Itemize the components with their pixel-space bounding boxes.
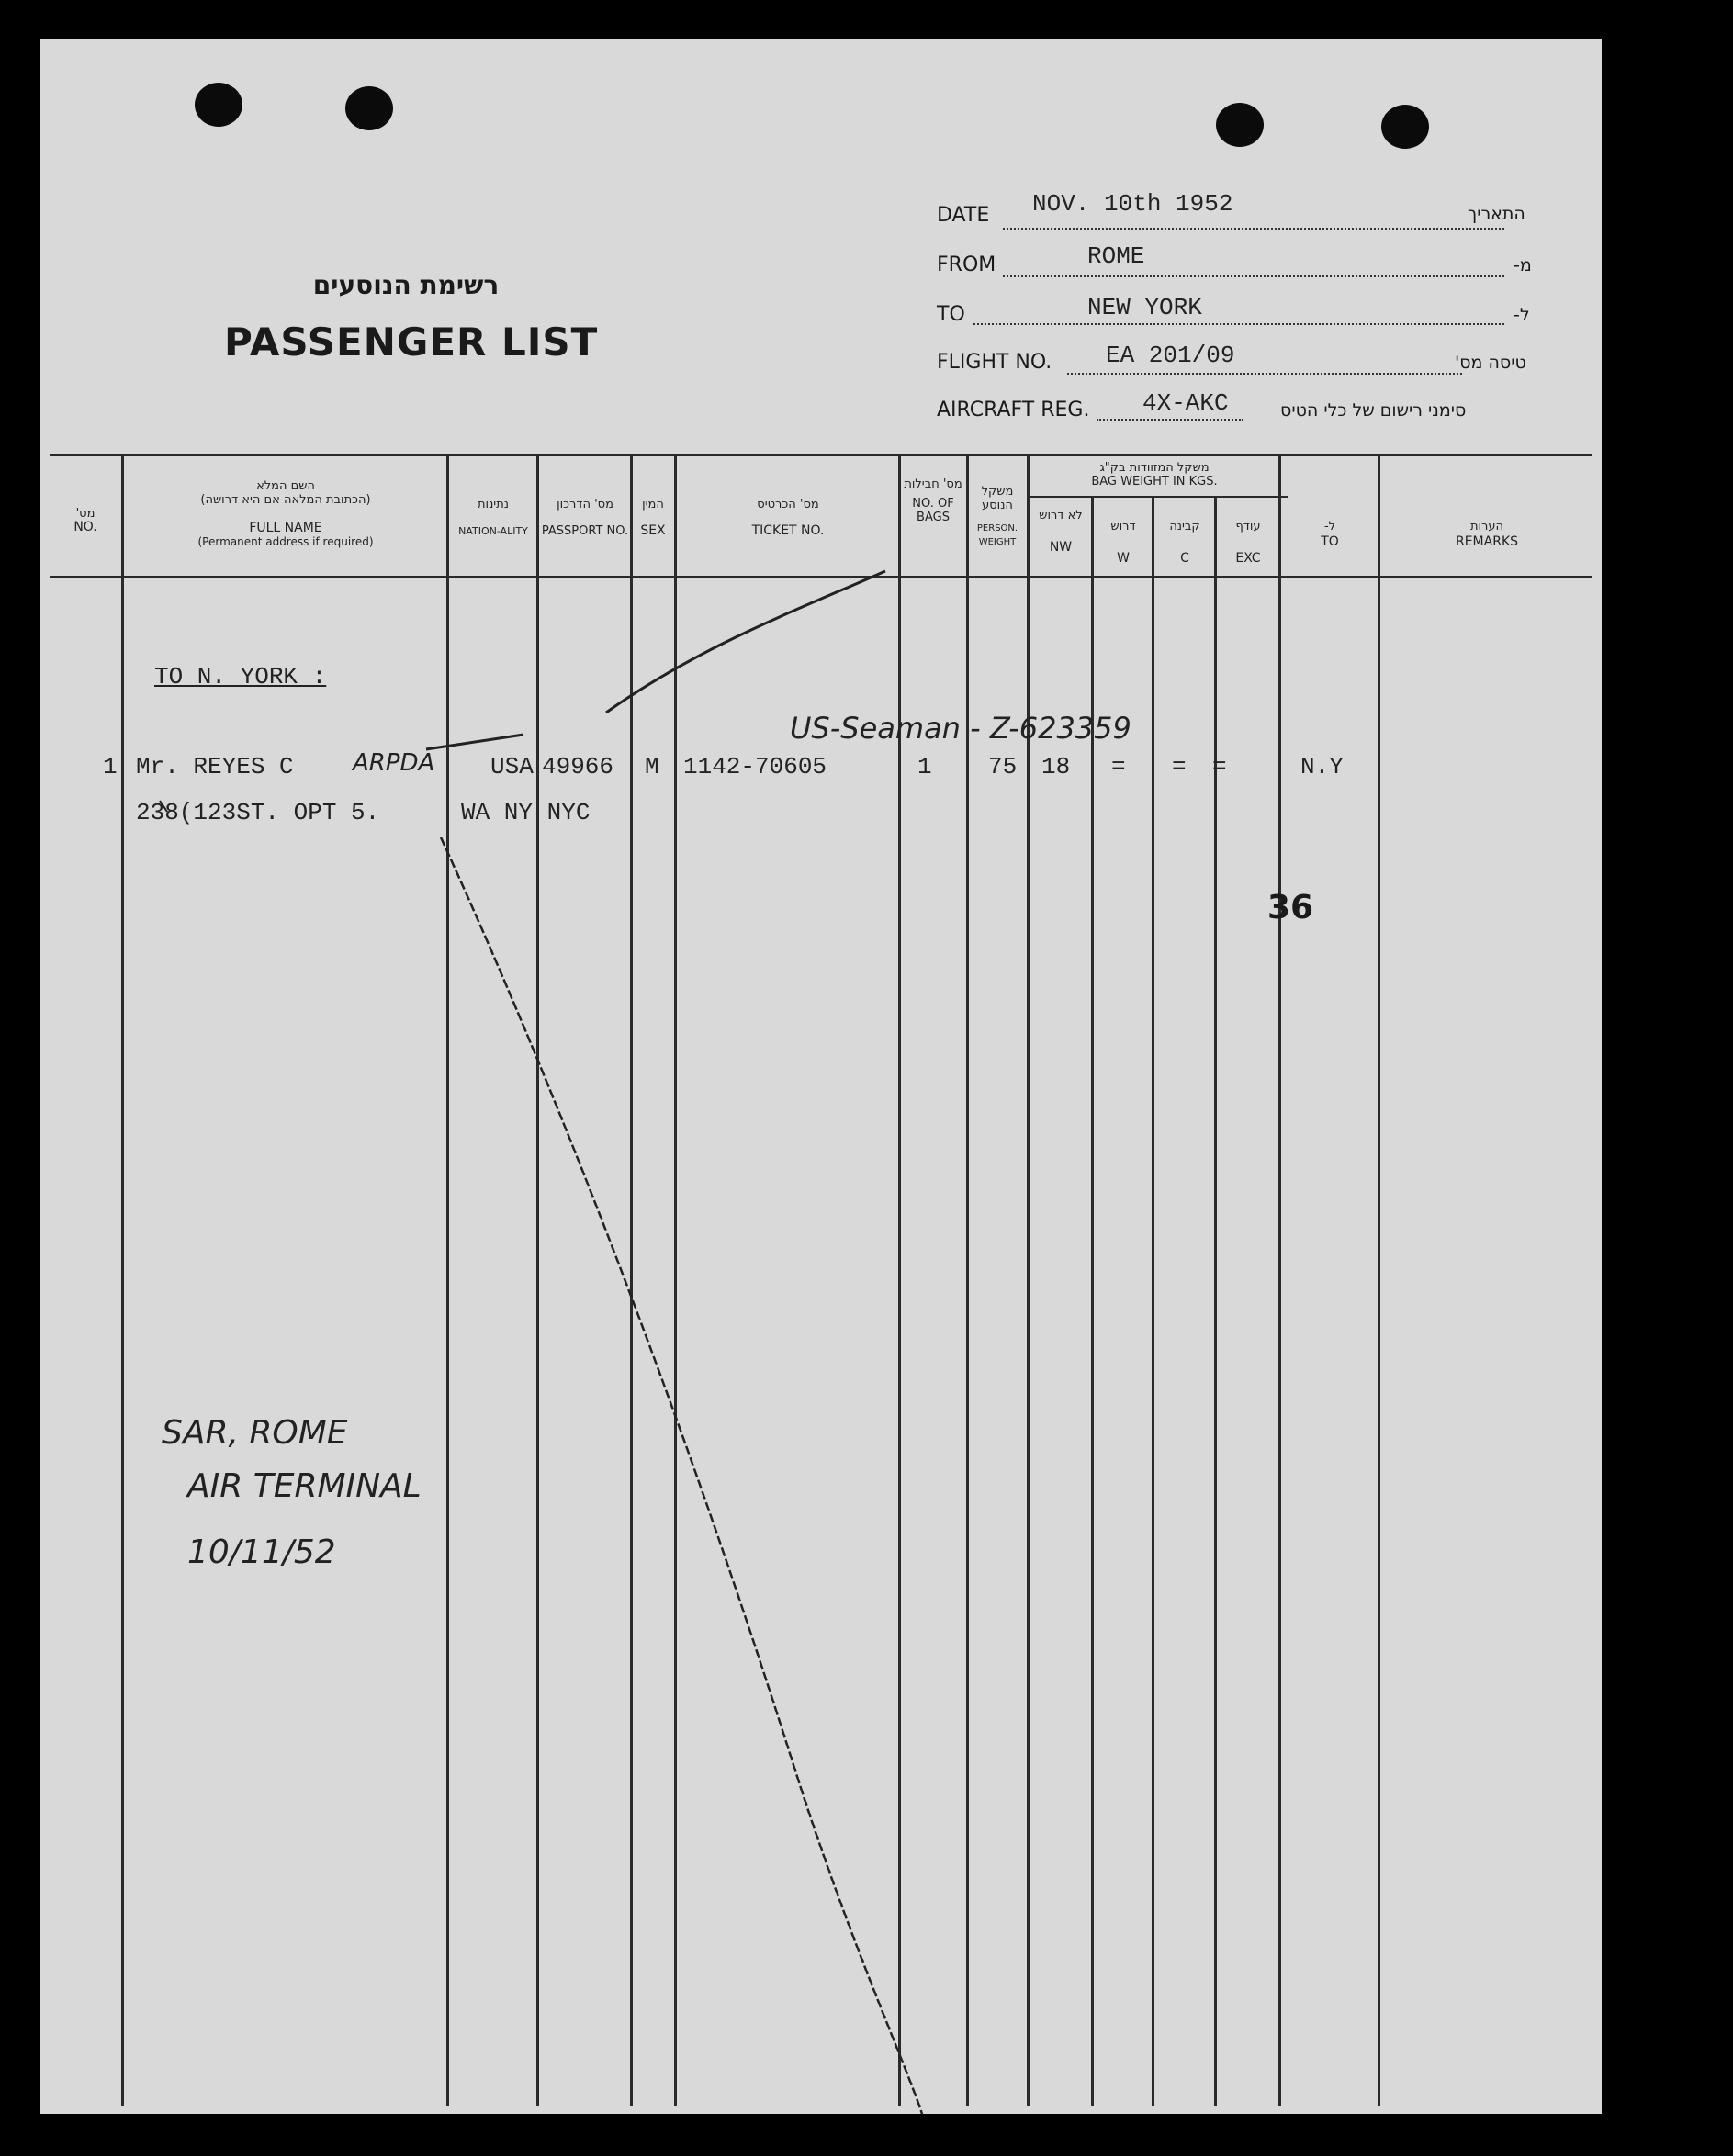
col-header-passport xyxy=(540,498,630,538)
page-number: 36 xyxy=(1267,889,1314,926)
col-header-he: השם המלא xyxy=(256,479,315,493)
stamp-line: SAR, ROME xyxy=(162,1414,348,1452)
cell-weight: 75 xyxy=(988,753,1018,780)
dotted-line xyxy=(1003,228,1504,230)
aircraft-hebrew: סימני רישום של כלי הטיס xyxy=(1280,400,1467,421)
col-header-en: REMARKS xyxy=(1455,534,1519,549)
col-header-sex xyxy=(632,498,674,538)
col-header-he: קבינה xyxy=(1169,520,1200,533)
col-header-no xyxy=(50,507,121,534)
section-heading: TO N. YORK : xyxy=(154,663,327,691)
cell-no: 1 xyxy=(103,753,118,780)
col-header-he: מס' xyxy=(75,507,96,521)
cell-nw: 18 xyxy=(1041,753,1071,780)
cell-sex: M xyxy=(645,753,659,780)
col-header-en: EXC xyxy=(1235,551,1261,566)
pen-stroke xyxy=(426,735,523,749)
table-header-rule xyxy=(50,576,1592,578)
to-label: TO xyxy=(937,303,965,326)
col-header-ticket xyxy=(678,498,898,538)
col-header-he: משקל המזוודות בק"ג xyxy=(1099,461,1210,475)
date-label: DATE xyxy=(937,204,990,227)
col-header-en: NO. xyxy=(73,520,97,534)
column-divider xyxy=(966,454,969,2106)
col-header-en: BAG WEIGHT IN KGS. xyxy=(1091,475,1218,488)
column-divider xyxy=(674,454,677,2106)
table-top-rule xyxy=(50,454,1592,456)
col-header-he: משקל הנוסע xyxy=(981,485,1014,512)
col-header-to xyxy=(1282,520,1378,549)
col-header-en: FULL NAME xyxy=(249,521,322,535)
col-header-remarks xyxy=(1381,520,1592,549)
col-header-en: SEX xyxy=(640,523,666,538)
col-header-weight xyxy=(969,485,1026,549)
passenger-list-sheet xyxy=(40,39,1602,2114)
from-hebrew: מ- xyxy=(1514,255,1532,275)
from-label: FROM xyxy=(937,253,996,276)
column-divider xyxy=(446,454,449,2106)
col-header-en: W xyxy=(1117,551,1130,566)
cell-nationality: USA xyxy=(490,753,534,780)
col-header-he: עודף xyxy=(1235,520,1261,533)
column-divider xyxy=(898,454,901,2106)
stamp-line: 10/11/52 xyxy=(187,1533,336,1571)
col-header-en: PASSPORT NO. xyxy=(541,524,629,538)
handwritten-annotation: US-Seaman - Z-623359 xyxy=(790,711,1131,746)
col-header-bag-weight xyxy=(1030,461,1278,488)
col-header-bags xyxy=(901,477,965,524)
aircraft-label: AIRCRAFT REG. xyxy=(937,399,1090,421)
cell-to: N.Y xyxy=(1300,753,1344,780)
column-divider xyxy=(1278,454,1281,2106)
col-header-nw xyxy=(1030,509,1091,555)
col-header-he: המין xyxy=(642,498,664,511)
cell-name: Mr. REYES C xyxy=(136,753,294,780)
cell-w: = xyxy=(1111,753,1126,780)
cell-passport: 49966 xyxy=(542,753,614,780)
col-header-en: PERSON. WEIGHT xyxy=(976,523,1018,547)
dotted-line xyxy=(1097,419,1243,421)
col-header-he: נתינות xyxy=(478,498,509,511)
col-header-he: (הכתובת המלאה אם היא דרושה) xyxy=(200,493,371,507)
flight-label: FLIGHT NO. xyxy=(937,351,1052,374)
column-divider xyxy=(1152,496,1154,2106)
column-divider xyxy=(121,454,124,2106)
to-value: NEW YORK xyxy=(1087,294,1202,321)
col-header-he: ל- xyxy=(1323,520,1336,533)
punch-hole xyxy=(345,86,393,130)
col-header-nationality xyxy=(450,498,536,538)
punch-hole xyxy=(1381,105,1429,149)
cell-name-handwritten: ARPDA xyxy=(353,749,435,777)
cell-address: 238(123ST. OPT 5. xyxy=(136,799,380,826)
punch-hole xyxy=(1216,103,1264,147)
date-hebrew: התאריך xyxy=(1468,204,1525,224)
flight-hebrew: טיסה מס' xyxy=(1455,353,1526,373)
punch-hole xyxy=(195,83,242,127)
cell-address-cont: WA NY NYC xyxy=(461,799,591,826)
col-header-he: מס' הדרכון xyxy=(557,498,613,511)
dotted-line xyxy=(1067,373,1462,375)
page-title: PASSENGER LIST xyxy=(224,320,599,365)
dotted-line xyxy=(973,323,1504,325)
col-header-w xyxy=(1095,520,1152,566)
col-header-en: TICKET NO. xyxy=(751,523,825,538)
col-header-c xyxy=(1155,520,1214,566)
aircraft-value: 4X-AKC xyxy=(1142,389,1229,417)
column-divider xyxy=(630,454,633,2106)
stamp-line: AIR TERMINAL xyxy=(187,1467,422,1505)
title-hebrew: רשימת הנוסעים xyxy=(312,270,500,300)
date-value: NOV. 10th 1952 xyxy=(1032,190,1233,218)
col-header-he: מס' הכרטיס xyxy=(757,498,819,511)
pen-stroke xyxy=(606,571,885,713)
cell-bags: 1 xyxy=(917,753,932,780)
column-divider xyxy=(1027,454,1030,2106)
col-header-en: NATION-ALITY xyxy=(458,525,528,537)
flight-value: EA 201/09 xyxy=(1106,342,1235,369)
column-divider xyxy=(1378,454,1380,2106)
col-header-name xyxy=(125,479,446,549)
dotted-line xyxy=(1003,275,1504,277)
column-divider xyxy=(536,454,539,2106)
to-hebrew: ל- xyxy=(1514,305,1530,325)
col-header-en: C xyxy=(1180,551,1189,566)
col-header-exc xyxy=(1218,520,1278,566)
col-header-en: (Permanent address if required) xyxy=(197,535,374,548)
column-divider xyxy=(1214,496,1217,2106)
from-value: ROME xyxy=(1087,242,1145,270)
col-header-he: מס' חבילות xyxy=(904,477,962,491)
col-header-he: לא דרוש xyxy=(1039,509,1083,522)
cell-ticket: 1142-70605 xyxy=(683,753,827,780)
col-header-he: דרוש xyxy=(1110,520,1136,533)
col-header-en: TO xyxy=(1321,534,1339,549)
cell-c: = xyxy=(1172,753,1187,780)
bag-weight-rule xyxy=(1029,496,1288,498)
col-header-en: NO. OF BAGS xyxy=(912,497,954,524)
col-header-he: הערות xyxy=(1469,520,1504,533)
col-header-en: NW xyxy=(1049,540,1073,555)
pen-stroke xyxy=(441,837,922,2114)
cell-exc: = xyxy=(1212,753,1227,780)
